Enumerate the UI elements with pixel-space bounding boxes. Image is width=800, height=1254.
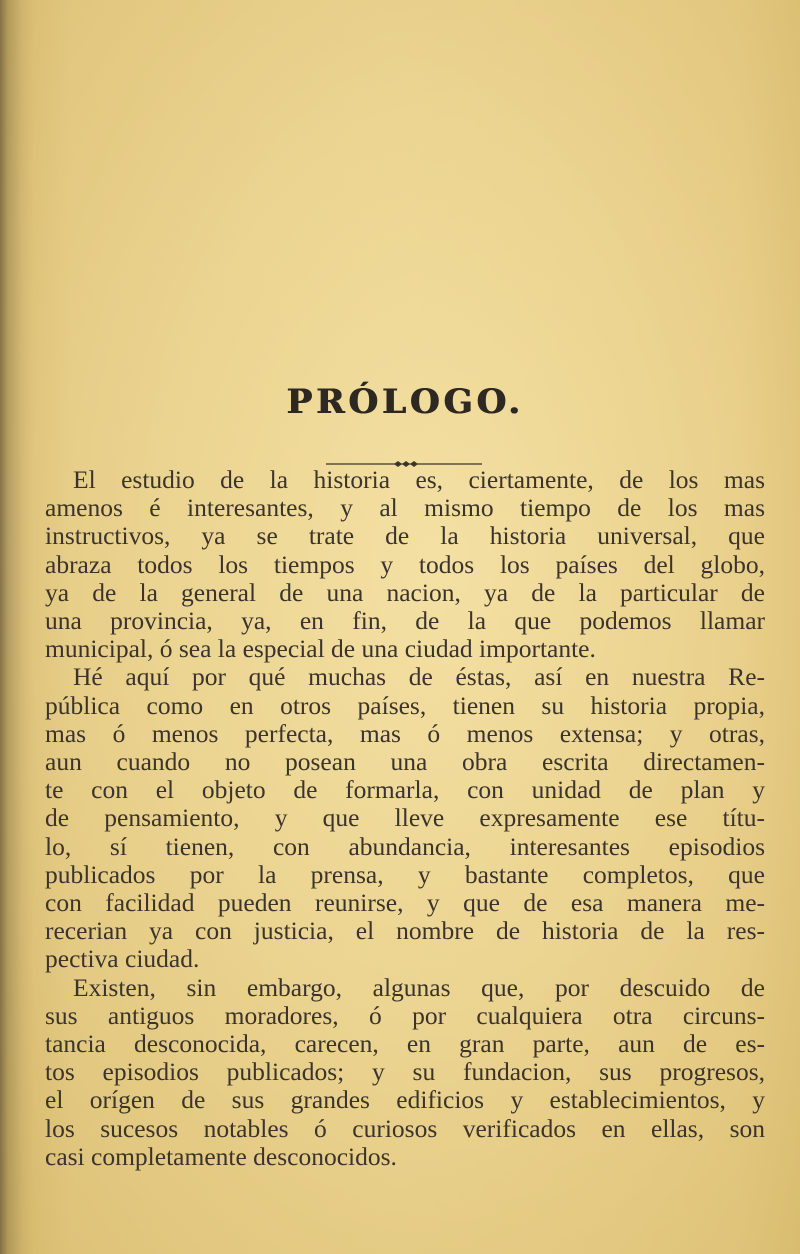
- text-line: ya de la general de una nacion, ya de la particular de: [45, 577, 765, 607]
- paragraph-first-line: El estudio de la historia es, ciertamente, de los mas: [73, 465, 765, 494]
- text-line: recerian ya con justicia, el nombre de historia de la res-: [45, 916, 765, 946]
- text-line: de pensamiento, y que lleve expresamente ese títu-: [45, 803, 765, 833]
- text-line: casi completamente desconocidos.: [45, 1141, 397, 1171]
- text-line: con facilidad pueden reunirse, y que de esa manera me-: [45, 888, 765, 917]
- text-line: sus antiguos moradores, ó por cualquiera otra circuns-: [45, 1000, 765, 1030]
- text-line: tancia desconocida, carecen, en gran parte, aun de es-: [45, 1029, 765, 1058]
- paragraph-first-line: Hé aquí por qué muchas de éstas, así en nuestra Re-: [73, 662, 765, 692]
- book-spine-shadow: [0, 0, 34, 1254]
- text-line: pública como en otros países, tienen su historia propia,: [45, 690, 765, 720]
- text-line: aun cuando no posean una obra escrita directamen-: [45, 747, 765, 776]
- text-line: el orígen de sus grandes edificios y establecimientos, y: [45, 1085, 765, 1115]
- text-line: publicados por la prensa, y bastante completos, que: [45, 859, 765, 889]
- text-line: los sucesos notables ó curiosos verificados en ellas, son: [45, 1113, 765, 1143]
- paragraph-first-line: Existen, sin embargo, algunas que, por descuido de: [73, 972, 765, 1002]
- text-line: instructivos, ya se trate de la historia universal, que: [45, 521, 765, 551]
- text-line: amenos é interesantes, y al mismo tiempo de los mas: [45, 493, 765, 523]
- text-line: municipal, ó sea la especial de una ciudad importante.: [45, 634, 596, 664]
- text-line: lo, sí tienen, con abundancia, interesantes episodios: [45, 831, 765, 861]
- text-line: tos episodios publicados; y su fundacion, sus progresos,: [45, 1057, 765, 1087]
- text-line: una provincia, ya, en fin, de la que podemos llamar: [45, 606, 765, 635]
- text-line: te con el objeto de formarla, con unidad de plan y: [45, 775, 765, 805]
- text-line: mas ó menos perfecta, mas ó menos extensa; y otras,: [45, 718, 765, 748]
- chapter-heading: PRÓLOGO.: [286, 382, 524, 422]
- text-line: abraza todos los tiempos y todos los países del globo,: [45, 549, 765, 579]
- text-line: pectiva ciudad.: [45, 944, 200, 974]
